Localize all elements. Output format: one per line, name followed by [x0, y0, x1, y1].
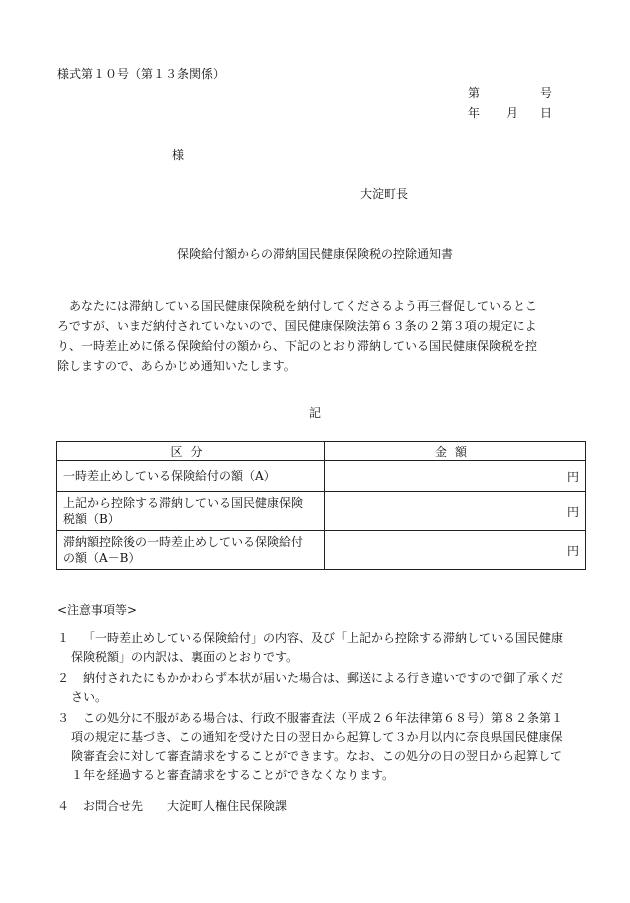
table-row [57, 531, 586, 570]
yen-unit: 円 [566, 543, 579, 558]
note-line: 項の規定に基づき、この通知を受けた日の翌日から起算して３か月以内に奈良県国民健康保 [71, 730, 563, 744]
note-line: 「一時差止めしている保険給付」の内容、及び「上記から控除する滞納している国民健康 [83, 631, 564, 645]
note-item [57, 669, 577, 707]
note-number: １ [57, 631, 70, 645]
note-number: ４ [57, 799, 70, 813]
body-line: り、一時差止めに係る保険給付の額から、下記のとおり滞納している国民健康保険税を控 [57, 339, 538, 353]
note-line: お問合せ先 大淀町人権住民保険課 [83, 799, 288, 813]
header-category: 区分 [57, 442, 325, 461]
form-number: 様式第１０号（第１３条関係） [57, 67, 226, 81]
body-line: 除しますので、あらかじめ通知いたします。 [57, 359, 296, 373]
category-line: 一時差止めしている保険給付の額（A） [63, 469, 276, 483]
category-cell [57, 492, 325, 531]
amount-cell [325, 461, 586, 492]
note-line: この処分に不服がある場合は、行政不服審査法（平成２６年法律第６８号）第８２条第１ [83, 711, 564, 725]
yen-unit: 円 [566, 504, 579, 519]
note-line: 保険税額」の内訳は、裏面のとおりです。 [71, 650, 299, 664]
note-item [57, 709, 577, 785]
date-year-label: 年 [468, 106, 481, 120]
note-line: １年を経過すると審査請求をすることができなくなります。 [71, 768, 395, 782]
category-cell [57, 461, 325, 492]
table-header-row [57, 442, 586, 461]
category-line: 滞納額控除後の一時差止めしている保険給付 [63, 535, 304, 549]
note-line: 険審査会に対して審査請求をすることができます。なお、この処分の日の翌日から起算して [71, 749, 563, 763]
category-line: 上記から控除する滞納している国民健康保険 [63, 496, 304, 510]
yen-unit: 円 [566, 469, 579, 484]
body-paragraph [57, 296, 577, 376]
category-line: の額（A－B） [63, 551, 141, 565]
category-line: 税額（B） [63, 512, 120, 526]
document-title: 保険給付額からの滞納国民健康保険税の控除通知書 [176, 247, 453, 261]
note-item [57, 629, 577, 667]
notes-heading: <注意事項等> [57, 603, 138, 617]
body-line: あなたには滞納している国民健康保険税を納付してくださるよう再三督促しているとこ [57, 299, 538, 313]
amount-cell [325, 531, 586, 570]
sender-name: 大淀町長 [360, 187, 409, 201]
table-row [57, 492, 586, 531]
doc-number-suffix: 号 [540, 86, 553, 100]
amount-table [56, 441, 586, 570]
amount-cell [325, 492, 586, 531]
category-cell [57, 531, 325, 570]
table-row [57, 461, 586, 492]
date-day-label: 日 [540, 106, 553, 120]
header-amount: 金額 [325, 442, 586, 461]
body-line: ろですが、いまだ納付されていないので、国民健康保険法第６３条の２第３項の規定によ [57, 319, 537, 333]
ki-heading: 記 [308, 406, 321, 420]
date-month-label: 月 [506, 106, 519, 120]
note-number: ２ [57, 671, 70, 685]
note-line: さい。 [71, 690, 108, 704]
addressee-suffix: 様 [172, 148, 185, 162]
note-line: 納付されたにもかかわらず本状が届いた場合は、郵送による行き違いですので御了承くだ [83, 671, 564, 685]
doc-number-prefix: 第 [468, 86, 481, 100]
note-item [57, 797, 577, 816]
note-number: ３ [57, 711, 70, 725]
